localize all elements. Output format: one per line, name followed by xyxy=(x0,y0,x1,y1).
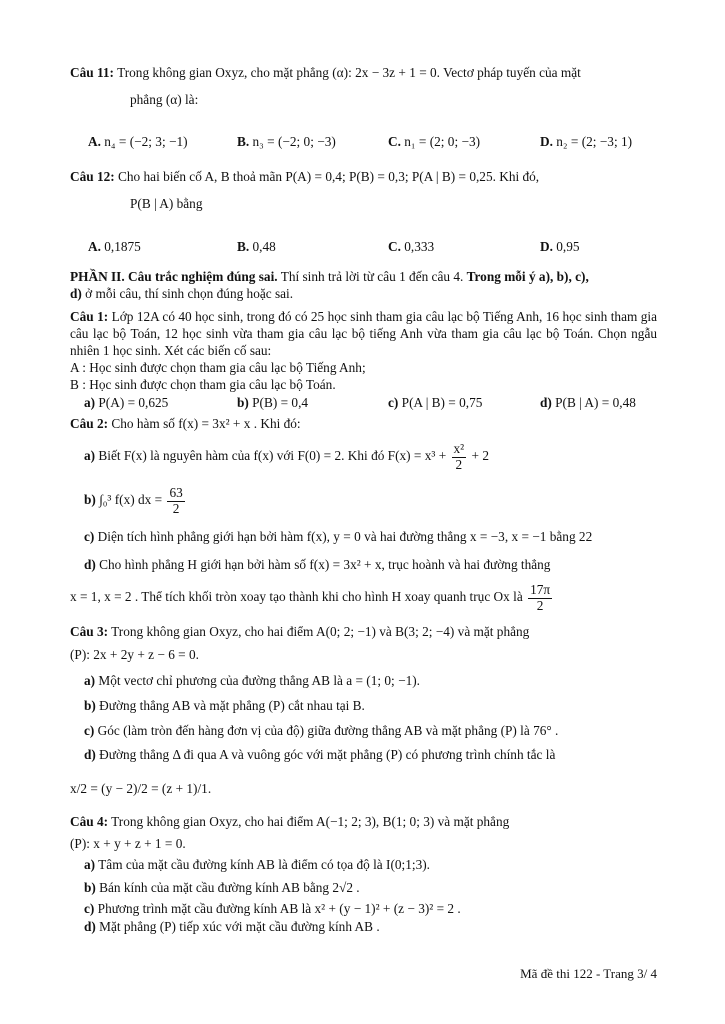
item-d[interactable]: d) P(B | A) = 0,48 xyxy=(540,395,636,410)
problem-2-d[interactable]: d) Cho hình phẳng H giới hạn bởi hàm số f(x) = 3x² + x, trục hoành và hai đường thẳng xyxy=(84,557,551,572)
problem-4 xyxy=(70,813,657,830)
problem-3-cont: (P): 2x + 2y + z − 6 = 0. xyxy=(70,647,199,662)
question-text: Cho hai biến cố A, B thoả mãn P(A) = 0,4; P(B) = 0,3; P(A | B) = 0,25. Khi đó, xyxy=(118,169,540,184)
problem-4-a[interactable]: a) Tâm của mặt cầu đường kính AB là điểm có tọa độ là I(0;1;3). xyxy=(84,857,430,872)
problem-2 xyxy=(70,415,657,432)
problem-3-c[interactable]: c) Góc (làm tròn đến hàng đơn vị của độ) giữa đường thẳng AB và mặt phẳng (P) là 76° . xyxy=(84,723,559,738)
problem-4-c[interactable]: c) Phương trình mặt cầu đường kính AB là x² + (y − 1)² + (z − 3)² = 2 . xyxy=(84,901,461,916)
page-footer: Mã đề thi 122 - Trang 3/ 4 xyxy=(520,966,657,981)
option-b[interactable]: B. n₃ = (−2; 0; −3) xyxy=(237,134,336,149)
problem-4-cont: (P): x + y + z + 1 = 0. xyxy=(70,836,186,851)
question-label: Câu 12: xyxy=(70,169,115,184)
problem-2-c[interactable]: c) Diện tích hình phẳng giới hạn bởi hàm f(x), y = 0 và hai đường thẳng x = −3, x = −1 bằng 22 xyxy=(84,529,593,544)
problem-label: Câu 1: xyxy=(70,309,109,324)
problem-text: Trong không gian Oxyz, cho hai điểm A(0; 2; −1) và B(3; 2; −4) và mặt phẳng xyxy=(111,624,530,639)
part-tail: ở mỗi câu, thí sinh chọn đúng hoặc sai. xyxy=(81,286,294,302)
problem-2-b[interactable]: b) ∫₀³ f(x) dx = $\frac{63}{2}$ xyxy=(84,485,183,516)
option-d[interactable]: D. 0,95 xyxy=(540,239,580,254)
item-a[interactable]: a) P(A) = 0,625 xyxy=(84,395,169,410)
option-d[interactable]: D. n₂ = (2; −3; 1) xyxy=(540,134,633,149)
part-intro: Thí sinh trả lời từ câu 1 đến câu 4. xyxy=(277,269,467,284)
event-b: B : Học sinh được chọn tham gia câu lạc bộ Toán. xyxy=(70,377,336,392)
problem-2-d-cont: x = 1, x = 2 . Thể tích khối tròn xoay tạo thành khi cho hình H xoay quanh trục Ox là $\frac{17\pi}{2}$ xyxy=(70,582,551,613)
option-a[interactable]: A. n₄ = (−2; 3; −1) xyxy=(88,134,188,149)
item-c[interactable]: c) P(A | B) = 0,75 xyxy=(388,395,483,410)
problem-3-b[interactable]: b) Đường thẳng AB và mặt phẳng (P) cắt nhau tại B. xyxy=(84,698,365,713)
part-2-header xyxy=(70,268,657,302)
problem-label: Câu 3: xyxy=(70,624,109,639)
problem-3 xyxy=(70,623,657,640)
fraction: $\frac{63}{2}$ xyxy=(169,485,183,516)
problem-4-d[interactable]: d) Mặt phẳng (P) tiếp xúc với mặt cầu đường kính AB . xyxy=(84,919,380,934)
event-a: A : Học sinh được chọn tham gia câu lạc bộ Tiếng Anh; xyxy=(70,360,366,375)
problem-2-a[interactable]: a) Biết F(x) là nguyên hàm của f(x) với F(0) = 2. Khi đó F(x) = x³ + $\frac{\text{x²}}{2}$ + 2 xyxy=(84,441,489,472)
question-text: Trong không gian Oxyz, cho mặt phẳng (α): 2x − 3z + 1 = 0. Vectơ pháp tuyến của mặt xyxy=(117,65,581,80)
question-11 xyxy=(70,64,657,81)
problem-text: Cho hàm số f(x) = 3x² + x . Khi đó: xyxy=(111,416,301,431)
option-a[interactable]: A. 0,1875 xyxy=(88,239,141,254)
problem-3-d[interactable]: d) Đường thẳng Δ đi qua A và vuông góc với mặt phẳng (P) có phương trình chính tắc là xyxy=(84,747,556,762)
fraction: $\frac{\text{x²}}{2}$ xyxy=(453,441,465,472)
problem-label: Câu 4: xyxy=(70,814,109,829)
part-bold: Trong mỗi ý a), b), c), xyxy=(466,269,589,284)
problem-label: Câu 2: xyxy=(70,416,109,431)
option-c[interactable]: C. n₁ = (2; 0; −3) xyxy=(388,134,481,149)
problem-3-a[interactable]: a) Một vectơ chỉ phương của đường thẳng AB là a = (1; 0; −1). xyxy=(84,673,420,688)
problem-text: Lớp 12A có 40 học sinh, trong đó có 25 học sinh tham gia câu lạc bộ Tiếng Anh, 16 học sinh tham gia câu lạc bộ Toán, 12 học sinh vừa tham gia câu lạc bộ tiếng Anh vừa tham gia câu lạc bộ Toán. Chọn ngẫu nhiên 1 học sinh. Xét các biến cố sau: xyxy=(70,309,658,359)
problem-1 xyxy=(70,308,657,359)
question-label: Câu 11: xyxy=(70,65,114,80)
problem-3-d-eq: x/2 = (y − 2)/2 = (z + 1)/1. xyxy=(70,781,212,796)
question-12 xyxy=(70,168,657,185)
question-11-cont: phẳng (α) là: xyxy=(130,92,199,107)
part-title: PHẦN II. Câu trắc nghiệm đúng sai. xyxy=(70,269,278,284)
question-12-cont: P(B | A) bằng xyxy=(130,196,203,211)
option-c[interactable]: C. 0,333 xyxy=(388,239,435,254)
problem-4-b[interactable]: b) Bán kính của mặt cầu đường kính AB bằng 2√2 . xyxy=(84,880,360,895)
fraction: $\frac{17\pi}{2}$ xyxy=(530,582,551,613)
option-b[interactable]: B. 0,48 xyxy=(237,239,276,254)
part-bold-d: d) xyxy=(70,286,82,302)
item-b[interactable]: b) P(B) = 0,4 xyxy=(237,395,309,410)
problem-text: Trong không gian Oxyz, cho hai điểm A(−1; 2; 3), B(1; 0; 3) và mặt phẳng xyxy=(111,814,510,829)
